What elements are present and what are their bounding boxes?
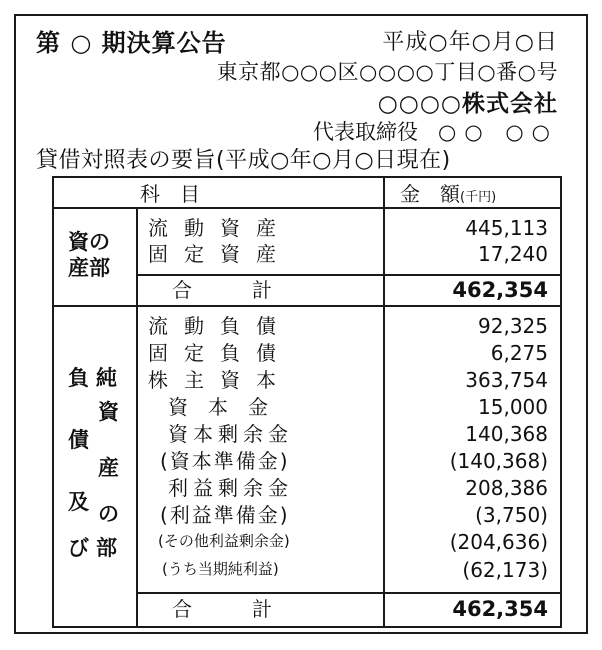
assets-category-line2: 産部 [68,256,110,280]
liabilities-total-value: 462,354 [452,597,548,621]
liabilities-row-value: (3,750) [475,503,548,527]
liabilities-category-char: 純 [96,366,117,390]
liabilities-category-char: 産 [98,456,119,480]
assets-row-value: 17,240 [478,242,548,266]
header-unit: (千円) [460,190,497,205]
assets-row-value: 445,113 [465,216,548,240]
liabilities-row-label: 固定負債 [148,341,292,365]
assets-category-line1: 資の [68,230,110,254]
liabilities-row-value: (204,636) [449,530,548,554]
assets-row-label: 固定資産 [148,242,292,266]
column-divider-amount [383,178,385,626]
representative-name: ○○ ○○ [438,120,558,144]
liabilities-row-label: (その他利益剰余金) [158,532,290,550]
liabilities-category-char: び [68,536,89,560]
header-amount: 金 額 [400,182,460,206]
header-amount-group [400,184,496,204]
assets-total-value: 462,354 [452,278,548,302]
liabilities-row-value: 6,275 [490,341,548,365]
company-address: 東京都○○○区○○○○丁目○番○号 [216,60,558,84]
liabilities-row-label: 利益剰余金 [168,476,293,500]
liabilities-row-value: (62,173) [462,558,548,582]
company-name: ○○○○株式会社 [377,91,558,117]
liabilities-total-label: 合 計 [172,597,272,621]
assets-total-divider [136,274,560,276]
header-divider [54,207,560,209]
liabilities-category-char: 及 [68,490,89,514]
liabilities-row-label: 流動負債 [148,314,292,338]
liabilities-category-char: 債 [68,428,89,452]
notice-date: 平成○年○月○日 [382,30,558,55]
liabilities-row-label: (うち当期純利益) [162,560,279,578]
liabilities-total-divider [136,592,560,594]
liabilities-row-label: 株主資本 [148,368,292,392]
assets-total-label: 合 計 [172,278,272,302]
balance-sheet-table [52,176,562,628]
section-divider [54,305,560,307]
liabilities-row-value: 92,325 [478,314,548,338]
liabilities-row-label: 資本剰余金 [168,422,293,446]
column-divider-category [136,208,138,626]
notice-title: 第 ○ 期決算公告 [36,29,227,57]
liabilities-row-label: 資 本 金 [168,395,268,419]
liabilities-row-label: (資本準備金) [160,449,290,473]
liabilities-category-char: 負 [68,366,89,390]
liabilities-row-label: (利益準備金) [160,503,290,527]
representative [313,122,558,143]
liabilities-row-value: 363,754 [465,368,548,392]
liabilities-row-value: 208,386 [465,476,548,500]
liabilities-row-value: 140,368 [465,422,548,446]
representative-title: 代表取締役 [313,120,419,144]
header-subject: 科 目 [140,182,200,206]
liabilities-row-value: (140,368) [449,449,548,473]
balance-sheet-heading: 貸借対照表の要旨(平成○年○月○日現在) [36,148,451,173]
liabilities-row-value: 15,000 [478,395,548,419]
liabilities-category-char: の [98,502,119,526]
liabilities-category-char: 資 [98,400,119,424]
assets-row-label: 流動資産 [148,216,292,240]
liabilities-category-char: 部 [96,536,117,560]
